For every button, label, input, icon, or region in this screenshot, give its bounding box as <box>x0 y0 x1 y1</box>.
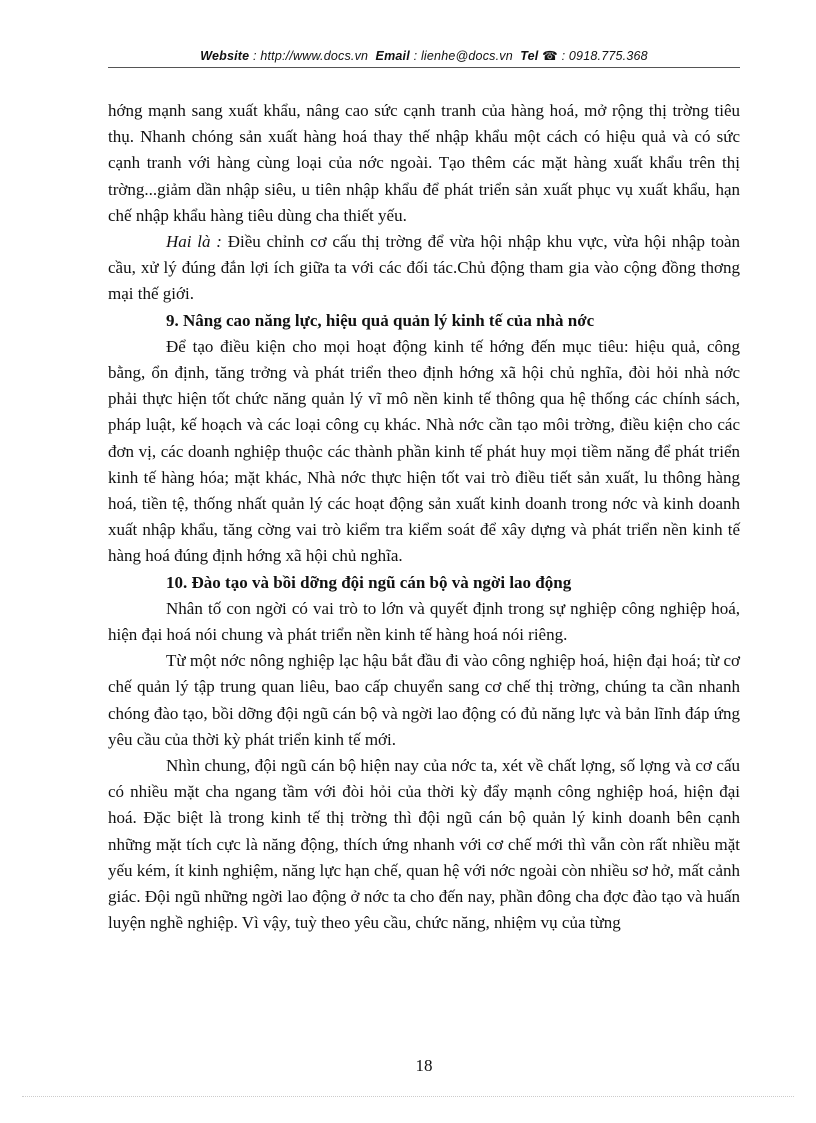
page-number: 18 <box>415 1056 433 1075</box>
section-heading-10: 10. Đào tạo và bồi dỡng đội ngũ cán bộ và ngời lao động <box>166 572 572 592</box>
paragraph-hai-la <box>108 229 740 308</box>
tel-label: Tel ☎ <box>520 49 558 63</box>
header-divider <box>108 67 740 68</box>
paragraph-state-management: Để tạo điều kiện cho mọi hoạt động kinh tế hớng đến mục tiêu: hiệu quả, công bằng, ổn định, tăng trởng và phát triển theo định hớng xã hội chủ nghĩa, đòi hỏi nhà nớc phải thực hiện tốt chức năng quản lý vĩ mô nền kinh tế thông qua hệ thống các chính sách, pháp luật, kế hoạch và các loại công cụ khác. Nhà nớc cần tạo môi trờng, điều kiện cho các đơn vị, các doanh nghiệp thuộc các thành phần kinh tế phát huy mọi tiềm năng để phát triển kinh tế hàng hóa; mặt khác, Nhà nớc thực hiện tốt vai trò điều tiết sản xuất, lu thông hàng hoá, tiền tệ, thống nhất quản lý các hoạt động sản xuất kinh doanh trong nớc và kinh doanh xuất nhập khẩu, tăng cờng vai trò kiểm tra kiểm soát để xây dựng và phát triển nền kinh tế hàng hoá đúng định hớng xã hội chủ nghĩa. <box>108 336 740 566</box>
paragraph-workforce: Nhìn chung, đội ngũ cán bộ hiện nay của nớc ta, xét về chất lợng, số lợng và cơ cấu có nhiều mặt cha ngang tầm với đòi hỏi của thời kỳ đẩy mạnh công nghiệp hoá, hiện đại hoá. Đặc biệt là trong kinh tế thị trờng thì đội ngũ cán bộ quản lý kinh doanh bên cạnh những mặt tích cực là năng động, thích ứng nhanh với cơ chế mới thì vẫn còn rất nhiều mặt yếu kém, ít kinh nghiệm, năng lực hạn chế, quan hệ với nớc ngoài còn nhiều sơ hở, mất cảnh giác. Đội ngũ những ngời lao động ở nớc ta cho đến nay, phần đông cha đợc đào tạo và huấn luyện nghề nghiệp. Vì vậy, tuỳ theo yêu cầu, chức năng, nhiệm vụ của từng <box>108 756 740 933</box>
paragraph-text: Điều chỉnh cơ cấu thị trờng để vừa hội nhập khu vực, vừa hội nhập toàn cầu, xử lý đúng đắn lợi ích giữa ta với các đối tác.Chủ động tham gia vào cộng đồng thơng mại thế giới. <box>108 232 740 304</box>
paragraph-continuation: hớng mạnh sang xuất khẩu, nâng cao sức cạnh tranh của hàng hoá, mở rộng thị trờng tiêu thụ. Nhanh chóng sản xuất hàng hoá thay thế nhập khẩu một cách có hiệu quả và có sức cạnh tranh với hàng cùng loại của nớc ngoài. Tạo thêm các mặt hàng xuất khẩu trên thị trờng...giảm dần nhập siêu, u tiên nhập khẩu để phát triển sản xuất phục vụ xuất khẩu, hạn chế nhập khẩu hàng tiêu dùng cha thiết yếu. <box>108 101 740 225</box>
paragraph-lead: Hai là : <box>166 232 222 252</box>
paragraph-training-need: Từ một nớc nông nghiệp lạc hậu bắt đầu đi vào công nghiệp hoá, hiện đại hoá; từ cơ chế quản lý tập trung quan liêu, bao cấp chuyển sang cơ chế thị trờng, chúng ta cần nhanh chóng đào tạo, bồi dỡng đội ngũ cán bộ và ngời lao động có đủ năng lực và bản lĩnh đáp ứng yêu cầu của thời kỳ phát triển kinh tế mới. <box>108 651 740 749</box>
document-body <box>108 98 740 937</box>
website-label: Website <box>200 49 250 63</box>
page-header <box>108 48 740 63</box>
paragraph-human-factor: Nhân tố con ngời có vai trò to lớn và quyết định trong sự nghiệp công nghiệp hoá, hiện đại hoá nói chung và phát triển nền kinh tế hàng hoá nói riêng. <box>108 598 740 645</box>
email-value: : lienhe@docs.vn <box>413 49 513 63</box>
email-label: Email <box>375 49 410 63</box>
section-heading-9: 9. Nâng cao năng lực, hiệu quả quản lý kinh tế của nhà nớc <box>166 310 595 330</box>
tel-value: : 0918.775.368 <box>561 49 648 63</box>
bottom-dotted-divider <box>22 1096 794 1097</box>
website-value: : http://www.docs.vn <box>253 49 369 63</box>
